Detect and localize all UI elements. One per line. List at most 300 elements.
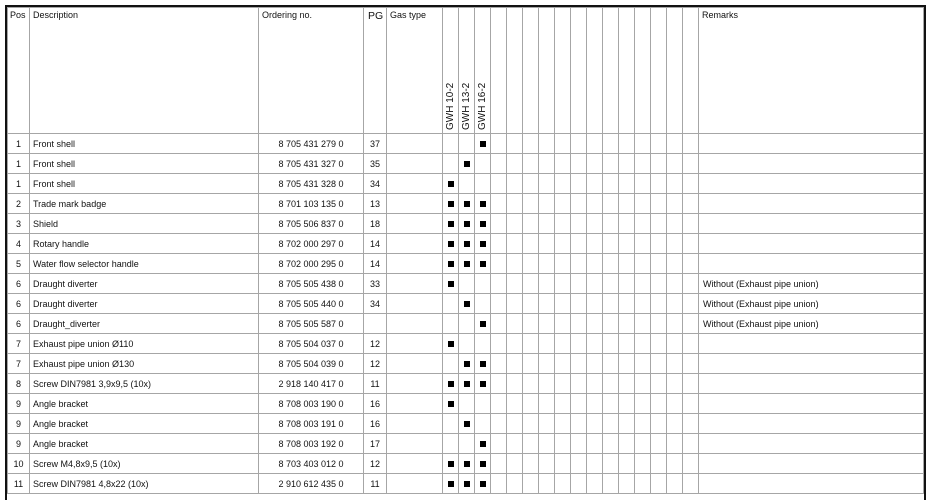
cell-empty-model-column (651, 194, 667, 214)
cell-empty-model-column (667, 434, 683, 454)
cell-model-1 (443, 474, 459, 494)
filled-square-icon (448, 241, 454, 247)
cell-empty-model-column (571, 194, 587, 214)
table-row (8, 174, 924, 194)
cell-empty-model-column (619, 294, 635, 314)
cell-empty-model-column (667, 474, 683, 494)
cell-empty-model-column (523, 474, 539, 494)
cell-empty-model-column (507, 174, 523, 194)
cell-pg: 11 (364, 474, 387, 494)
cell-empty-model-column (555, 434, 571, 454)
cell-pos: 8 (8, 374, 30, 394)
cell-pos: 1 (8, 174, 30, 194)
model-label-gwh-10-2: GWH 10-2 (444, 82, 456, 130)
cell-ordering-no: 8 708 003 190 0 (259, 394, 364, 414)
cell-empty-model-column (555, 254, 571, 274)
cell-empty-model-column (683, 474, 699, 494)
cell-model-1 (443, 354, 459, 374)
cell-model-1 (443, 174, 459, 194)
cell-empty-model-column (539, 474, 555, 494)
cell-remarks (699, 474, 924, 494)
cell-model-3 (475, 294, 491, 314)
cell-empty-model-column (507, 154, 523, 174)
cell-model-2 (459, 174, 475, 194)
cell-empty-model-column (635, 214, 651, 234)
cell-description: Exhaust pipe union Ø110 (30, 334, 259, 354)
cell-pg: 34 (364, 294, 387, 314)
cell-empty-model-column (667, 354, 683, 374)
cell-model-1 (443, 274, 459, 294)
cell-empty-model-column (555, 294, 571, 314)
cell-empty-model-column (555, 314, 571, 334)
table-row (8, 214, 924, 234)
cell-empty-model-column (555, 334, 571, 354)
cell-empty-model-column (587, 434, 603, 454)
cell-ordering-no: 8 701 103 135 0 (259, 194, 364, 214)
cell-empty-model-column (603, 294, 619, 314)
cell-empty-model-column (619, 214, 635, 234)
filled-square-icon (448, 281, 454, 287)
cell-empty-model-column (539, 414, 555, 434)
cell-empty-model-column (651, 134, 667, 154)
cell-empty-model-column (491, 414, 507, 434)
cell-pos: 7 (8, 334, 30, 354)
cell-empty-model-column (635, 414, 651, 434)
cell-empty-model-column (539, 354, 555, 374)
cell-empty-model-column (619, 434, 635, 454)
cell-empty-model-column (619, 454, 635, 474)
cell-empty-model-column (571, 154, 587, 174)
cell-model-1 (443, 154, 459, 174)
cell-empty-model-column (619, 374, 635, 394)
cell-empty-model-column (651, 454, 667, 474)
cell-empty-model-column (491, 174, 507, 194)
header-gas-type (387, 8, 443, 134)
cell-empty-model-column (683, 454, 699, 474)
cell-empty-model-column (571, 174, 587, 194)
cell-empty-model-column (523, 314, 539, 334)
cell-ordering-no: 8 702 000 295 0 (259, 254, 364, 274)
cell-empty-model-column (619, 354, 635, 374)
cell-model-1 (443, 234, 459, 254)
header-empty-model-column (539, 8, 555, 134)
cell-empty-model-column (619, 254, 635, 274)
header-empty-model-column (571, 8, 587, 134)
cell-empty-model-column (603, 334, 619, 354)
cell-empty-model-column (523, 434, 539, 454)
cell-model-1 (443, 434, 459, 454)
cell-pg: 16 (364, 414, 387, 434)
cell-empty-model-column (651, 434, 667, 454)
cell-empty-model-column (507, 274, 523, 294)
cell-empty-model-column (619, 174, 635, 194)
cell-empty-model-column (507, 314, 523, 334)
cell-pg: 35 (364, 154, 387, 174)
header-pg (364, 8, 387, 134)
cell-description: Shield (30, 214, 259, 234)
cell-pos: 9 (8, 414, 30, 434)
cell-empty-model-column (651, 354, 667, 374)
cell-ordering-no: 8 705 505 440 0 (259, 294, 364, 314)
cell-pos: 11 (8, 474, 30, 494)
cell-remarks (699, 154, 924, 174)
cell-empty-model-column (619, 334, 635, 354)
cell-model-2 (459, 414, 475, 434)
cell-model-2 (459, 474, 475, 494)
cell-model-2 (459, 154, 475, 174)
cell-empty-model-column (635, 294, 651, 314)
cell-empty-model-column (683, 274, 699, 294)
cell-empty-model-column (507, 474, 523, 494)
cell-empty-model-column (635, 254, 651, 274)
cell-empty-model-column (539, 214, 555, 234)
filled-square-icon (448, 401, 454, 407)
cell-ordering-no: 8 705 505 438 0 (259, 274, 364, 294)
cell-pg: 13 (364, 194, 387, 214)
cell-model-3 (475, 274, 491, 294)
header-ordering-no-label: Ordering no. (262, 10, 313, 20)
cell-empty-model-column (619, 234, 635, 254)
cell-empty-model-column (539, 314, 555, 334)
cell-ordering-no: 8 705 506 837 0 (259, 214, 364, 234)
cell-pos: 2 (8, 194, 30, 214)
cell-description: Front shell (30, 154, 259, 174)
cell-empty-model-column (603, 274, 619, 294)
cell-empty-model-column (539, 194, 555, 214)
cell-empty-model-column (507, 374, 523, 394)
cell-pos: 10 (8, 454, 30, 474)
cell-pos: 6 (8, 314, 30, 334)
cell-empty-model-column (667, 174, 683, 194)
table-row (8, 154, 924, 174)
cell-empty-model-column (587, 374, 603, 394)
cell-empty-model-column (555, 234, 571, 254)
cell-empty-model-column (651, 234, 667, 254)
cell-empty-model-column (651, 474, 667, 494)
cell-empty-model-column (635, 174, 651, 194)
cell-empty-model-column (635, 474, 651, 494)
cell-description: Front shell (30, 174, 259, 194)
cell-empty-model-column (523, 294, 539, 314)
cell-model-2 (459, 354, 475, 374)
cell-pg: 17 (364, 434, 387, 454)
cell-gas-type (387, 374, 443, 394)
cell-model-2 (459, 374, 475, 394)
cell-ordering-no: 8 705 504 039 0 (259, 354, 364, 374)
cell-empty-model-column (523, 274, 539, 294)
cell-empty-model-column (683, 434, 699, 454)
filled-square-icon (448, 341, 454, 347)
cell-empty-model-column (507, 354, 523, 374)
cell-pos: 1 (8, 134, 30, 154)
cell-description: Trade mark badge (30, 194, 259, 214)
header-empty-model-column (555, 8, 571, 134)
cell-ordering-no: 8 705 504 037 0 (259, 334, 364, 354)
header-pos-label: Pos (10, 10, 26, 20)
cell-pg: 12 (364, 334, 387, 354)
cell-empty-model-column (555, 194, 571, 214)
cell-empty-model-column (683, 174, 699, 194)
filled-square-icon (464, 461, 470, 467)
filled-square-icon (480, 361, 486, 367)
table-row (8, 254, 924, 274)
cell-empty-model-column (507, 394, 523, 414)
filled-square-icon (464, 241, 470, 247)
cell-empty-model-column (491, 154, 507, 174)
header-ordering-no (259, 8, 364, 134)
header-empty-model-column (619, 8, 635, 134)
cell-empty-model-column (491, 474, 507, 494)
cell-pg: 14 (364, 254, 387, 274)
cell-gas-type (387, 154, 443, 174)
cell-ordering-no: 8 708 003 191 0 (259, 414, 364, 434)
cell-description: Screw DIN7981 4,8x22 (10x) (30, 474, 259, 494)
cell-ordering-no: 8 703 403 012 0 (259, 454, 364, 474)
cell-gas-type (387, 394, 443, 414)
cell-empty-model-column (667, 314, 683, 334)
cell-model-3 (475, 434, 491, 454)
cell-pos: 9 (8, 394, 30, 414)
header-description (30, 8, 259, 134)
header-pos (8, 8, 30, 134)
cell-gas-type (387, 274, 443, 294)
cell-empty-model-column (635, 354, 651, 374)
cell-pos: 3 (8, 214, 30, 234)
cell-model-1 (443, 214, 459, 234)
cell-empty-model-column (619, 394, 635, 414)
cell-empty-model-column (667, 294, 683, 314)
cell-empty-model-column (635, 234, 651, 254)
cell-gas-type (387, 174, 443, 194)
filled-square-icon (464, 261, 470, 267)
cell-empty-model-column (507, 454, 523, 474)
cell-description: Rotary handle (30, 234, 259, 254)
filled-square-icon (448, 481, 454, 487)
cell-pos: 6 (8, 274, 30, 294)
cell-pos: 1 (8, 154, 30, 174)
cell-description: Draught_diverter (30, 314, 259, 334)
table-row (8, 394, 924, 414)
cell-ordering-no: 2 910 612 435 0 (259, 474, 364, 494)
filled-square-icon (480, 381, 486, 387)
cell-empty-model-column (523, 234, 539, 254)
cell-pg (364, 314, 387, 334)
cell-empty-model-column (667, 454, 683, 474)
cell-model-3 (475, 174, 491, 194)
cell-model-3 (475, 194, 491, 214)
cell-empty-model-column (683, 194, 699, 214)
cell-empty-model-column (667, 154, 683, 174)
cell-gas-type (387, 314, 443, 334)
cell-model-2 (459, 274, 475, 294)
cell-empty-model-column (491, 434, 507, 454)
cell-ordering-no: 8 708 003 192 0 (259, 434, 364, 454)
cell-empty-model-column (683, 414, 699, 434)
cell-empty-model-column (603, 234, 619, 254)
cell-empty-model-column (491, 334, 507, 354)
cell-remarks (699, 214, 924, 234)
cell-empty-model-column (523, 254, 539, 274)
cell-gas-type (387, 134, 443, 154)
cell-empty-model-column (587, 214, 603, 234)
filled-square-icon (464, 381, 470, 387)
cell-empty-model-column (587, 254, 603, 274)
cell-empty-model-column (635, 134, 651, 154)
cell-empty-model-column (619, 154, 635, 174)
header-description-label: Description (33, 10, 79, 20)
cell-model-2 (459, 234, 475, 254)
filled-square-icon (464, 301, 470, 307)
cell-empty-model-column (651, 334, 667, 354)
header-empty-model-column (683, 8, 699, 134)
table-row (8, 354, 924, 374)
cell-empty-model-column (603, 374, 619, 394)
cell-model-1 (443, 294, 459, 314)
cell-empty-model-column (539, 274, 555, 294)
cell-model-3 (475, 374, 491, 394)
cell-empty-model-column (603, 474, 619, 494)
header-model-1 (443, 8, 459, 134)
cell-remarks: Without (Exhaust pipe union) (699, 274, 924, 294)
cell-remarks (699, 354, 924, 374)
cell-empty-model-column (491, 254, 507, 274)
cell-empty-model-column (651, 274, 667, 294)
header-empty-model-column (523, 8, 539, 134)
cell-pos: 9 (8, 434, 30, 454)
header-row (8, 8, 924, 134)
table-row (8, 234, 924, 254)
cell-empty-model-column (539, 254, 555, 274)
cell-empty-model-column (667, 374, 683, 394)
cell-empty-model-column (507, 254, 523, 274)
cell-empty-model-column (491, 314, 507, 334)
filled-square-icon (448, 461, 454, 467)
cell-empty-model-column (587, 354, 603, 374)
cell-pg: 14 (364, 234, 387, 254)
cell-description: Angle bracket (30, 394, 259, 414)
cell-pos: 6 (8, 294, 30, 314)
cell-empty-model-column (651, 414, 667, 434)
header-remarks-label: Remarks (702, 10, 739, 20)
filled-square-icon (464, 361, 470, 367)
cell-ordering-no: 8 705 431 328 0 (259, 174, 364, 194)
filled-square-icon (448, 181, 454, 187)
cell-ordering-no: 8 702 000 297 0 (259, 234, 364, 254)
cell-empty-model-column (667, 274, 683, 294)
cell-empty-model-column (603, 194, 619, 214)
cell-empty-model-column (555, 154, 571, 174)
cell-empty-model-column (683, 134, 699, 154)
cell-empty-model-column (619, 414, 635, 434)
cell-empty-model-column (587, 394, 603, 414)
cell-empty-model-column (539, 294, 555, 314)
cell-empty-model-column (603, 354, 619, 374)
header-empty-model-column (603, 8, 619, 134)
filled-square-icon (448, 381, 454, 387)
cell-model-1 (443, 194, 459, 214)
cell-empty-model-column (571, 314, 587, 334)
cell-empty-model-column (635, 454, 651, 474)
cell-description: Screw M4,8x9,5 (10x) (30, 454, 259, 474)
filled-square-icon (464, 481, 470, 487)
cell-empty-model-column (603, 154, 619, 174)
cell-empty-model-column (587, 334, 603, 354)
filled-square-icon (448, 261, 454, 267)
cell-empty-model-column (587, 274, 603, 294)
header-empty-model-column (587, 8, 603, 134)
cell-pg: 12 (364, 454, 387, 474)
cell-empty-model-column (555, 134, 571, 154)
cell-ordering-no: 8 705 505 587 0 (259, 314, 364, 334)
cell-empty-model-column (539, 454, 555, 474)
cell-empty-model-column (587, 134, 603, 154)
cell-empty-model-column (683, 354, 699, 374)
table-row (8, 294, 924, 314)
cell-empty-model-column (635, 334, 651, 354)
cell-remarks (699, 434, 924, 454)
cell-model-2 (459, 214, 475, 234)
cell-empty-model-column (571, 394, 587, 414)
cell-remarks (699, 254, 924, 274)
cell-empty-model-column (491, 234, 507, 254)
cell-empty-model-column (491, 134, 507, 154)
cell-empty-model-column (587, 234, 603, 254)
table-row (8, 474, 924, 494)
cell-empty-model-column (507, 134, 523, 154)
cell-model-3 (475, 354, 491, 374)
cell-empty-model-column (683, 214, 699, 234)
cell-empty-model-column (523, 194, 539, 214)
cell-empty-model-column (571, 134, 587, 154)
cell-gas-type (387, 214, 443, 234)
cell-gas-type (387, 334, 443, 354)
cell-gas-type (387, 434, 443, 454)
cell-empty-model-column (539, 394, 555, 414)
cell-empty-model-column (683, 334, 699, 354)
cell-remarks (699, 234, 924, 254)
cell-gas-type (387, 454, 443, 474)
cell-empty-model-column (539, 374, 555, 394)
cell-empty-model-column (507, 334, 523, 354)
cell-empty-model-column (555, 414, 571, 434)
cell-empty-model-column (651, 174, 667, 194)
cell-empty-model-column (667, 414, 683, 434)
cell-pg: 33 (364, 274, 387, 294)
cell-empty-model-column (539, 334, 555, 354)
cell-remarks (699, 174, 924, 194)
filled-square-icon (480, 261, 486, 267)
table-row (8, 334, 924, 354)
table-row (8, 434, 924, 454)
cell-pg: 37 (364, 134, 387, 154)
cell-model-3 (475, 254, 491, 274)
cell-empty-model-column (555, 374, 571, 394)
filled-square-icon (464, 201, 470, 207)
cell-model-1 (443, 334, 459, 354)
cell-empty-model-column (523, 134, 539, 154)
cell-gas-type (387, 474, 443, 494)
cell-description: Draught diverter (30, 294, 259, 314)
cell-model-3 (475, 214, 491, 234)
cell-empty-model-column (635, 434, 651, 454)
header-remarks (699, 8, 924, 134)
cell-model-3 (475, 414, 491, 434)
table-row (8, 314, 924, 334)
cell-model-3 (475, 454, 491, 474)
cell-gas-type (387, 234, 443, 254)
cell-empty-model-column (507, 294, 523, 314)
header-model-3 (475, 8, 491, 134)
